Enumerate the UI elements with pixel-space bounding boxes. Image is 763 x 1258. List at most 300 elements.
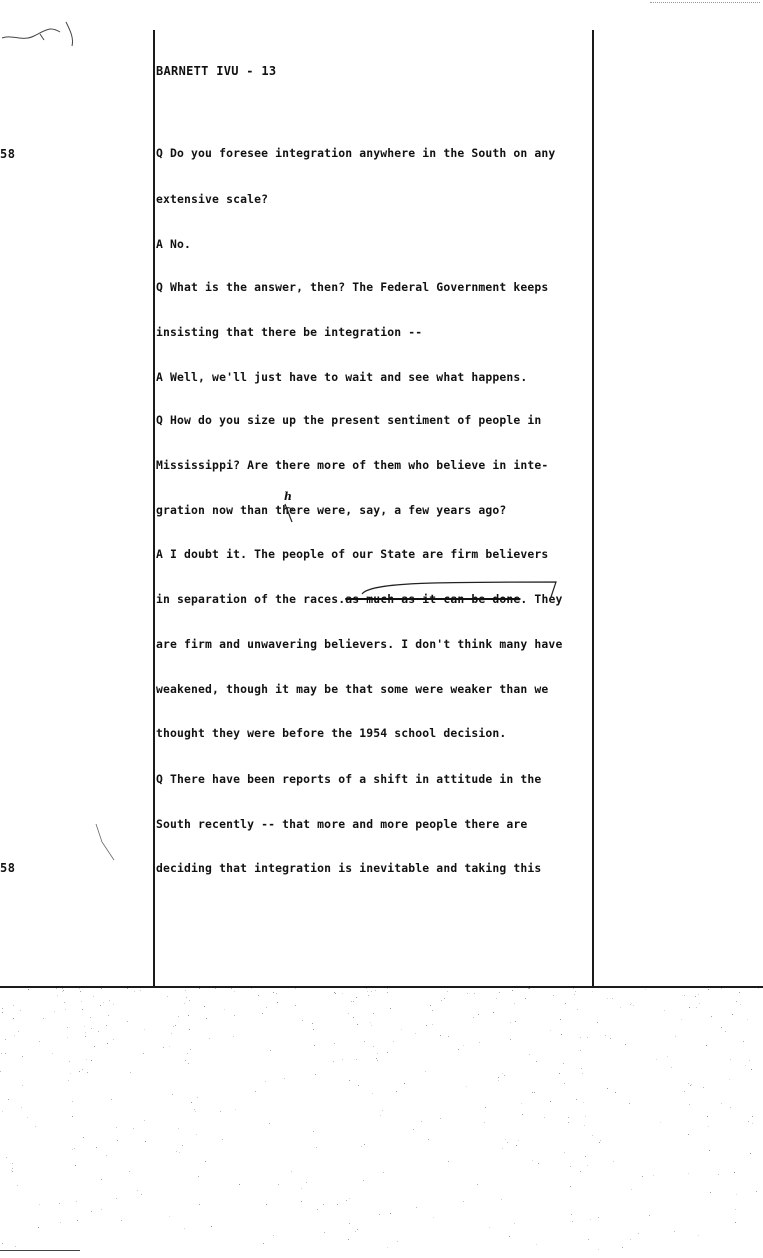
noise-dot <box>2 1243 3 1244</box>
noise-dot <box>355 1231 356 1232</box>
margin-scribble <box>0 20 90 60</box>
margin-mark <box>92 820 122 870</box>
noise-dot <box>584 1125 585 1126</box>
text-line: A Well, we'll just have to wait and see what happens. <box>156 370 528 384</box>
noise-dot <box>631 1003 632 1004</box>
noise-dot <box>312 1023 313 1024</box>
noise-dot <box>12 1171 13 1172</box>
noise-dot <box>721 988 722 989</box>
noise-dot <box>580 1037 581 1038</box>
noise-dot <box>269 1123 270 1124</box>
page-header: BARNETT IVU - 13 <box>156 64 277 78</box>
noise-dot <box>184 1003 185 1004</box>
noise-dot <box>749 1060 750 1061</box>
noise-dot <box>502 1148 503 1149</box>
noise-dot <box>605 1035 606 1036</box>
noise-dot <box>631 1189 632 1190</box>
noise-dot <box>366 988 367 989</box>
noise-dot <box>82 1069 83 1070</box>
noise-dot <box>176 1151 177 1152</box>
noise-dot <box>140 990 141 991</box>
noise-dot <box>653 1175 654 1176</box>
handwritten-insertion: h <box>284 490 292 503</box>
noise-dot <box>758 988 759 989</box>
noise-dot <box>22 1056 23 1057</box>
noise-dot <box>622 1247 623 1248</box>
noise-dot <box>739 992 740 993</box>
noise-dot <box>265 1081 266 1082</box>
handwritten-deletion-loop <box>360 580 563 606</box>
noise-dot <box>383 1172 384 1173</box>
noise-dot <box>333 1061 334 1062</box>
noise-dot <box>387 1052 388 1053</box>
noise-dot <box>588 1239 589 1240</box>
noise-dot <box>426 1025 427 1026</box>
noise-dot <box>684 1091 685 1092</box>
noise-dot <box>52 1053 53 1054</box>
noise-dot <box>575 991 576 992</box>
noise-dot <box>39 1041 40 1042</box>
noise-dot <box>630 1239 631 1240</box>
noise-dot <box>583 1102 584 1103</box>
noise-dot <box>580 1050 581 1051</box>
noise-dot <box>96 1147 97 1148</box>
noise-dot <box>745 1065 746 1066</box>
noise-dot <box>57 995 58 996</box>
noise-dot <box>368 995 369 996</box>
noise-dot <box>101 1209 102 1210</box>
noise-dot <box>13 1005 14 1006</box>
noise-dot <box>94 1046 95 1047</box>
noise-dot <box>197 1097 198 1098</box>
noise-dot <box>64 1002 65 1003</box>
noise-dot <box>515 1021 516 1022</box>
text-line: A No. <box>156 237 192 251</box>
noise-dot <box>750 1153 751 1154</box>
noise-dot <box>695 996 696 997</box>
noise-dot <box>191 1102 192 1103</box>
noise-dot <box>707 1116 708 1117</box>
noise-dot <box>703 1087 704 1088</box>
noise-dot <box>91 1060 92 1061</box>
noise-dot <box>178 1128 179 1129</box>
noise-dot <box>194 1109 195 1110</box>
text-line: A I doubt it. The people of our State are firm believers <box>156 547 549 561</box>
noise-dot <box>512 990 513 991</box>
noise-dot <box>484 1122 485 1123</box>
noise-dot <box>349 1080 350 1081</box>
noise-dot <box>205 1161 206 1162</box>
noise-dot <box>189 1000 190 1001</box>
noise-dot <box>607 1088 608 1089</box>
noise-dot <box>729 1079 730 1080</box>
noise-dot <box>175 1025 176 1026</box>
noise-dot <box>314 1045 315 1046</box>
noise-dot <box>610 1038 611 1039</box>
noise-dot <box>373 1013 374 1014</box>
text-line: Q There have been reports of a shift in attitude in the <box>156 772 542 786</box>
noise-dot <box>101 1179 102 1180</box>
noise-dot <box>145 1141 146 1142</box>
noise-dot <box>0 1071 1 1072</box>
noise-dot <box>664 1010 665 1011</box>
noise-dot <box>599 1142 600 1143</box>
noise-dot <box>597 1022 598 1023</box>
noise-dot <box>178 1016 179 1017</box>
noise-dot <box>397 1241 398 1242</box>
noise-dot <box>444 998 445 999</box>
noise-dot <box>134 991 135 992</box>
noise-dot <box>570 1166 571 1167</box>
noise-dot <box>143 1053 144 1054</box>
noise-dot <box>2 1012 3 1013</box>
noise-dot <box>169 1216 170 1217</box>
noise-dot <box>507 1142 508 1143</box>
noise-dot <box>561 1034 562 1035</box>
noise-dot <box>372 1093 373 1094</box>
noise-dot <box>84 1026 85 1027</box>
noise-dot <box>117 1140 118 1141</box>
scan-noise <box>0 988 763 1258</box>
noise-dot <box>532 1092 533 1093</box>
noise-dot <box>613 1161 614 1162</box>
noise-dot <box>448 1161 449 1162</box>
noise-dot <box>550 1101 551 1102</box>
noise-dot <box>79 1071 80 1072</box>
noise-dot <box>536 1061 537 1062</box>
noise-dot <box>525 998 526 999</box>
noise-dot <box>667 1056 668 1057</box>
noise-dot <box>477 1184 478 1185</box>
noise-dot <box>553 995 554 996</box>
noise-dot <box>65 1009 66 1010</box>
noise-dot <box>121 1220 122 1221</box>
text-line: are firm and unwavering believers. I don't think many have <box>156 637 563 651</box>
noise-dot <box>730 1107 731 1108</box>
noise-dot <box>681 1019 682 1020</box>
noise-dot <box>337 1204 338 1205</box>
text-line: insisting that there be integration -- <box>156 325 423 339</box>
noise-dot <box>81 1001 82 1002</box>
noise-dot <box>598 1217 599 1218</box>
noise-dot <box>756 1191 757 1192</box>
noise-dot <box>370 1022 371 1023</box>
noise-dot <box>133 1128 134 1129</box>
noise-dot <box>98 1031 99 1032</box>
noise-dot <box>215 988 216 989</box>
noise-dot <box>82 1009 83 1010</box>
noise-dot <box>529 988 530 989</box>
noise-dot <box>660 1122 661 1123</box>
noise-dot <box>536 1244 537 1245</box>
noise-dot <box>740 1004 741 1005</box>
noise-dot <box>35 1126 36 1127</box>
noise-dot <box>387 992 388 993</box>
noise-dot <box>425 1071 426 1072</box>
noise-dot <box>433 1217 434 1218</box>
noise-dot <box>72 1101 73 1102</box>
noise-dot <box>413 1129 414 1130</box>
noise-dot <box>342 1059 343 1060</box>
text-line: in separation of the races. <box>156 592 346 606</box>
noise-dot <box>674 1231 675 1232</box>
noise-dot <box>629 1103 630 1104</box>
noise-dot <box>8 1099 9 1100</box>
noise-dot <box>440 1118 441 1119</box>
noise-dot <box>721 1027 722 1028</box>
noise-dot <box>18 1031 19 1032</box>
noise-dot <box>387 1247 388 1248</box>
noise-dot <box>649 1215 650 1216</box>
noise-dot <box>334 992 335 993</box>
noise-dot <box>735 1222 736 1223</box>
noise-dot <box>393 1041 394 1042</box>
noise-dot <box>284 1078 285 1079</box>
noise-dot <box>91 1211 92 1212</box>
noise-dot <box>441 1000 442 1001</box>
noise-dot <box>295 1005 296 1006</box>
noise-dot <box>743 1041 744 1042</box>
noise-dot <box>361 1146 362 1147</box>
noise-dot <box>357 1229 358 1230</box>
noise-dot <box>90 1017 91 1018</box>
noise-dot <box>188 1063 189 1064</box>
text-line: Q How do you size up the present sentiment of people in <box>156 413 542 427</box>
noise-dot <box>735 1209 736 1210</box>
noise-dot <box>688 1083 689 1084</box>
noise-dot <box>291 1171 292 1172</box>
noise-dot <box>67 1027 68 1028</box>
noise-dot <box>72 1149 73 1150</box>
noise-dot <box>184 1228 185 1229</box>
noise-dot <box>466 1086 467 1087</box>
noise-dot <box>478 1014 479 1015</box>
noise-dot <box>656 1059 657 1060</box>
noise-dot <box>463 1045 464 1046</box>
noise-dot <box>577 1009 578 1010</box>
noise-dot <box>108 1015 109 1016</box>
noise-dot <box>736 1194 737 1195</box>
text-line: South recently -- that more and more people there are <box>156 817 528 831</box>
noise-dot <box>316 1147 317 1148</box>
noise-dot <box>373 1046 374 1047</box>
noise-dot <box>195 1111 196 1112</box>
noise-dot <box>206 1018 207 1019</box>
noise-dot <box>568 1122 569 1123</box>
noise-dot <box>144 1120 145 1121</box>
noise-dot <box>587 1165 588 1166</box>
noise-dot <box>234 1015 235 1016</box>
noise-dot <box>505 1139 506 1140</box>
text-line: thought they were before the 1954 school decision. <box>156 726 507 740</box>
noise-dot <box>302 1020 303 1021</box>
noise-dot <box>428 1139 429 1140</box>
noise-dot <box>630 1004 631 1005</box>
noise-dot <box>199 988 200 989</box>
noise-dot <box>80 991 81 992</box>
noise-dot <box>592 991 593 992</box>
noise-dot <box>137 1190 138 1191</box>
noise-dot <box>474 993 475 994</box>
noise-dot <box>27 1117 28 1118</box>
noise-dot <box>736 1001 737 1002</box>
noise-dot <box>335 993 336 994</box>
noise-dot <box>364 1144 365 1145</box>
noise-dot <box>563 1063 564 1064</box>
noise-dot <box>77 1220 78 1221</box>
noise-dot <box>83 1137 84 1138</box>
text-line: gration now than there were, say, a few years ago? <box>156 503 507 517</box>
noise-dot <box>732 1014 733 1015</box>
noise-dot <box>301 1188 302 1189</box>
noise-dot <box>390 1213 391 1214</box>
noise-dot <box>54 1011 55 1012</box>
noise-dot <box>313 1029 314 1030</box>
noise-dot <box>430 1005 431 1006</box>
noise-dot <box>574 994 575 995</box>
noise-dot <box>615 1092 616 1093</box>
noise-dot <box>633 1005 634 1006</box>
noise-dot <box>301 1201 302 1202</box>
noise-dot <box>235 1109 236 1110</box>
noise-dot <box>59 1203 60 1204</box>
noise-dot <box>5 1039 6 1040</box>
noise-dot <box>39 1204 40 1205</box>
noise-dot <box>498 1077 499 1078</box>
top-dotted-rule <box>650 2 760 3</box>
noise-dot <box>432 1010 433 1011</box>
noise-dot <box>572 1221 573 1222</box>
noise-dot <box>38 1227 39 1228</box>
noise-dot <box>295 988 296 989</box>
noise-dot <box>587 1037 588 1038</box>
noise-dot <box>534 1092 535 1093</box>
noise-dot <box>522 1114 523 1115</box>
noise-dot <box>581 1068 582 1069</box>
noise-dot <box>233 1036 234 1037</box>
noise-dot <box>377 1053 378 1054</box>
noise-dot <box>688 1134 689 1135</box>
noise-dot <box>62 988 63 989</box>
noise-dot <box>598 1249 599 1250</box>
noise-dot <box>116 1127 117 1128</box>
noise-dot <box>709 1150 710 1151</box>
noise-dot <box>396 1091 397 1092</box>
text-line: Q What is the answer, then? The Federal Government keeps <box>156 280 549 294</box>
noise-dot <box>251 988 252 989</box>
noise-dot <box>76 1201 77 1202</box>
noise-dot <box>528 988 529 989</box>
noise-dot <box>185 990 186 991</box>
noise-dot <box>15 1246 16 1247</box>
noise-dot <box>62 991 63 992</box>
noise-dot <box>266 1204 267 1205</box>
text-line: weakened, though it may be that some were weaker than we <box>156 682 549 696</box>
noise-dot <box>568 1117 569 1118</box>
noise-dot <box>564 1083 565 1084</box>
noise-dot <box>353 1001 354 1002</box>
noise-dot <box>163 1047 164 1048</box>
noise-dot <box>12 1168 13 1169</box>
noise-dot <box>612 998 613 999</box>
noise-dot <box>582 1073 583 1074</box>
text-line: deciding that integration is inevitable and taking this <box>156 861 542 875</box>
noise-dot <box>270 1050 271 1051</box>
noise-dot <box>334 1043 335 1044</box>
noise-dot <box>356 997 357 998</box>
noise-dot <box>75 1165 76 1166</box>
noise-dot <box>371 1025 372 1026</box>
noise-dot <box>185 1060 186 1061</box>
noise-dot <box>698 994 699 995</box>
noise-dot <box>43 1018 44 1019</box>
noise-dot <box>501 1199 502 1200</box>
noise-dot <box>239 1184 240 1185</box>
noise-dot <box>209 1038 210 1039</box>
noise-dot <box>401 1029 402 1030</box>
noise-dot <box>358 1085 359 1086</box>
noise-dot <box>485 1107 486 1108</box>
noise-dot <box>473 1017 474 1018</box>
noise-dot <box>93 996 94 997</box>
noise-dot <box>377 1060 378 1061</box>
noise-dot <box>106 1025 107 1026</box>
noise-dot <box>538 1163 539 1164</box>
noise-dot <box>186 997 187 998</box>
noise-dot <box>498 1080 499 1081</box>
noise-dot <box>504 1075 505 1076</box>
noise-dot <box>129 1171 130 1172</box>
margin-number: 58 <box>0 861 16 875</box>
noise-dot <box>113 1039 114 1040</box>
noise-dot <box>17 1185 18 1186</box>
noise-dot <box>432 1024 433 1025</box>
noise-dot <box>708 1126 709 1127</box>
noise-dot <box>364 1041 365 1042</box>
text-line: Q Do you foresee integration anywhere in the South on any <box>156 146 556 160</box>
noise-dot <box>532 1160 533 1161</box>
bottom-edge-mark <box>0 1250 80 1251</box>
noise-dot <box>550 1030 551 1031</box>
noise-dot <box>751 1069 752 1070</box>
noise-dot <box>710 1192 711 1193</box>
noise-dot <box>204 1006 205 1007</box>
noise-dot <box>22 1085 23 1086</box>
noise-dot <box>752 1123 753 1124</box>
noise-dot <box>592 1135 593 1136</box>
noise-dot <box>493 1012 494 1013</box>
noise-dot <box>127 988 128 989</box>
noise-dot <box>100 1005 101 1006</box>
noise-dot <box>342 993 343 994</box>
noise-dot <box>499 992 500 993</box>
noise-dot <box>415 1033 416 1034</box>
noise-dot <box>675 1036 676 1037</box>
noise-dot <box>458 1049 459 1050</box>
noise-dot <box>109 1000 110 1001</box>
text-line-tail: . They <box>520 592 563 606</box>
noise-dot <box>85 1032 86 1033</box>
noise-dot <box>576 1099 577 1100</box>
noise-dot <box>141 1194 142 1195</box>
noise-dot <box>509 1236 510 1237</box>
noise-dot <box>255 1091 256 1092</box>
noise-dot <box>353 1017 354 1018</box>
noise-dot <box>169 1046 170 1047</box>
noise-dot <box>276 993 277 994</box>
noise-dot <box>234 991 235 992</box>
noise-dot <box>375 990 376 991</box>
